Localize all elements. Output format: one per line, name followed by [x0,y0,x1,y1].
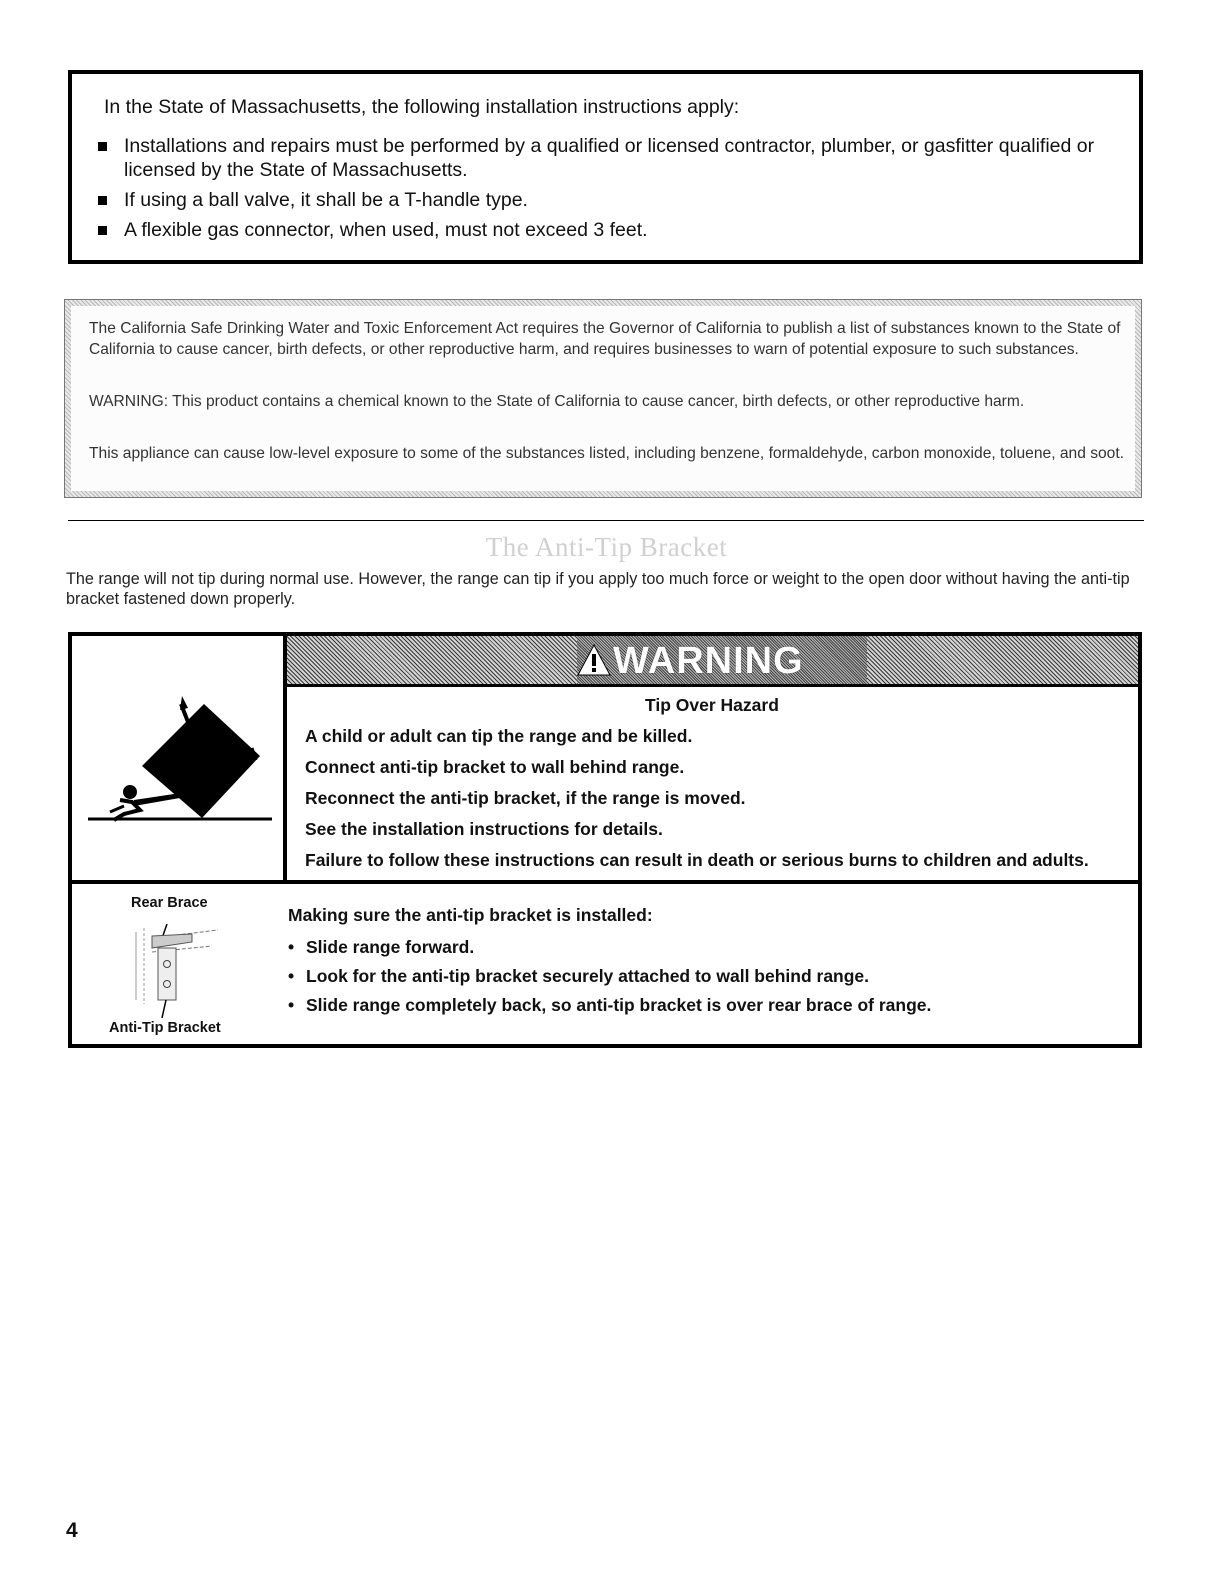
california-notice-content [71,306,1135,491]
page-number: 4 [66,1519,78,1542]
making-sure-title: Making sure the anti-tip bracket is installed: [288,905,653,925]
installation-check-list [288,933,1118,1020]
tipping-range-icon [84,688,274,828]
list-item: Installations and repairs must be performed by a qualified or licensed contractor, plumber, or gasfitter qualified or licensed by the State of Massachusetts. [96,134,1126,182]
list-item: A flexible gas connector, when used, must not exceed 3 feet. [96,218,1126,242]
anti-tip-bracket-label: Anti-Tip Bracket [109,1020,221,1036]
california-notice-box [64,299,1142,498]
hazard-line: A child or adult can tip the range and be killed. [305,726,693,746]
hazard-line: Reconnect the anti-tip bracket, if the range is moved. [305,788,746,808]
anti-tip-bracket-diagram-icon [122,924,222,1020]
section-divider [68,520,1144,521]
massachusetts-list [96,134,1126,248]
list-item: If using a ball valve, it shall be a T-handle type. [96,188,1126,212]
california-paragraph-1: The California Safe Drinking Water and Toxic Enforcement Act requires the Governor of California to publish a list of substances known to the State of California to cause cancer, birth defects, or other reproductive harm, and requires businesses to warn of potential exposure to such substances. [89,320,1121,358]
hazard-line: See the installation instructions for details. [305,819,663,839]
list-item: • Slide range forward. [288,933,1118,962]
rear-brace-label: Rear Brace [131,895,208,911]
square-bullet-icon [98,142,107,151]
hazard-line: Connect anti-tip bracket to wall behind range. [305,757,685,777]
massachusetts-notice-box [68,70,1143,264]
section-heading: The Anti-Tip Bracket [485,532,728,562]
hazard-title: Tip Over Hazard [645,695,779,715]
california-paragraph-3: This appliance can cause low-level exposure to some of the substances listed, including benzene, formaldehyde, carbon monoxide, toluene, and soot. [89,445,1125,462]
california-paragraph-2: WARNING: This product contains a chemical known to the State of California to cause cancer, birth defects, or other reproductive harm. [89,393,1025,410]
divider [72,880,1138,884]
warning-banner [287,636,1138,687]
list-item: • Look for the anti-tip bracket securely attached to wall behind range. [288,962,1118,991]
list-item: • Slide range completely back, so anti-tip bracket is over rear brace of range. [288,991,1118,1020]
tip-over-warning-box [68,632,1142,1048]
hazard-line: Failure to follow these instructions can result in death or serious burns to children and adults. [305,850,1089,870]
warning-title: WARNING [613,640,804,682]
square-bullet-icon [98,196,107,205]
section-intro: The range will not tip during normal use. However, the range can tip if you apply too much force or weight to the open door without having the anti-tip bracket fastened down properly. [66,570,1130,608]
square-bullet-icon [98,226,107,235]
massachusetts-intro: In the State of Massachusetts, the following installation instructions apply: [104,96,740,118]
warning-triangle-icon [577,644,611,676]
